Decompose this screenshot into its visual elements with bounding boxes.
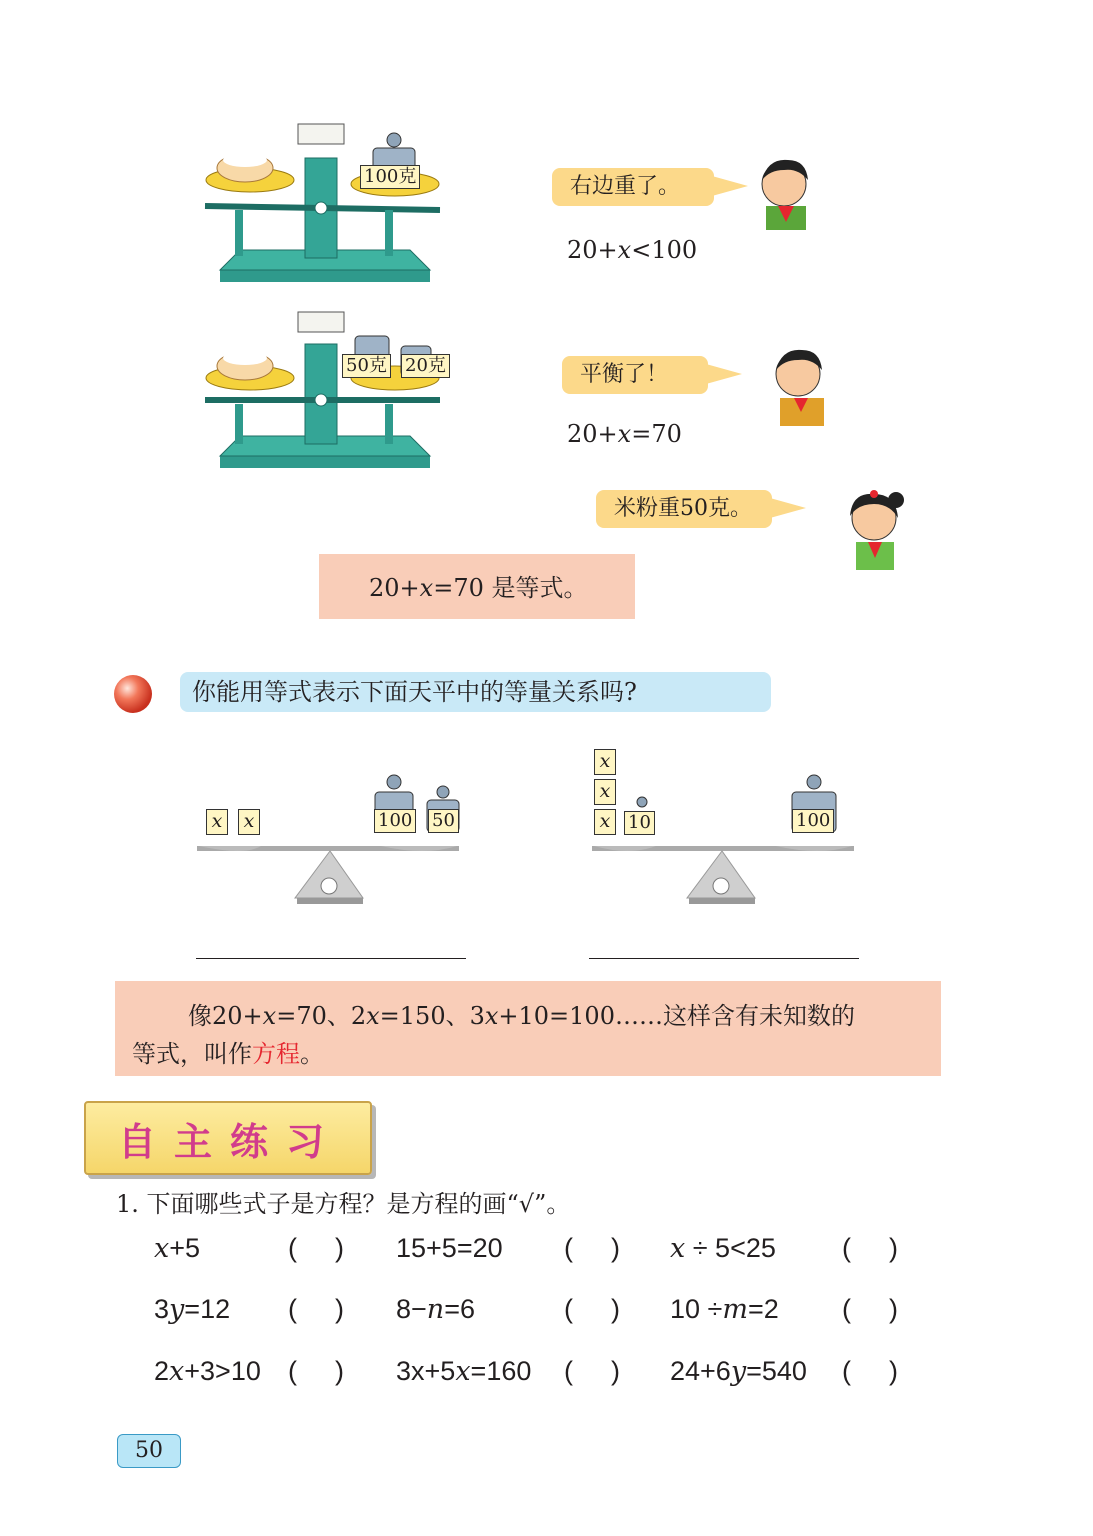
weight-label-100g: 100克 [360,165,420,189]
girl-character [824,482,910,572]
pan-balance-scale-1 [195,118,455,288]
definition-line-1: 像20+x=70、2x=150、3x+10=100……这样含有未知数的 [188,1002,855,1030]
boy-character-1 [738,150,824,230]
expression: 8−n=6 [396,1294,475,1325]
weight-label-50g: 50克 [342,354,391,378]
answer-line-right[interactable] [589,958,859,959]
expression: 2x+3>10 [154,1356,261,1387]
red-ball-icon [113,674,153,714]
weight-label-50: 50 [428,809,459,833]
seesaw-balance-right [590,770,858,910]
expression: 10 ÷m=2 [670,1294,779,1325]
answer-parentheses[interactable]: () [288,1294,382,1324]
speech-bubble-right-heavier: 右边重了。 [552,168,714,206]
seesaw-balance-left [195,770,463,910]
weight-label-100: 100 [792,809,834,833]
speech-bubble-rice-weight: 米粉重50克。 [596,490,772,528]
conclusion-text: 20+x=70 是等式。 [369,574,588,602]
expression: 3x+5x=160 [396,1356,532,1387]
expression: x+5 [154,1233,201,1264]
unknown-x-block: x [594,779,616,805]
answer-parentheses[interactable]: () [842,1294,936,1324]
definition-line-2: 等式，叫作方程。 [132,1040,324,1068]
answer-parentheses[interactable]: () [842,1233,936,1263]
section-title: 自主练习 [118,1120,343,1164]
answer-parentheses[interactable]: () [564,1294,658,1324]
unknown-x-block: x [594,749,616,775]
expression: 15+5=20 [396,1233,503,1263]
page-number: 50 [117,1434,181,1468]
expression: 3y=12 [154,1294,231,1325]
inequality-right-heavier: 20+x<100 [567,236,698,264]
pan-balance-scale-2 [195,308,455,478]
answer-parentheses[interactable]: () [842,1356,936,1386]
weight-label-10: 10 [624,811,655,835]
expression: 24+6y=540 [670,1356,807,1387]
term-equation: 方程 [252,1040,300,1068]
unknown-x-block: x [206,809,228,835]
equation-balanced: 20+x=70 [567,420,682,448]
unknown-x-block: x [238,809,260,835]
answer-parentheses[interactable]: () [288,1356,382,1386]
weight-label-20g: 20克 [401,354,450,378]
boy-character-2 [752,342,834,426]
answer-parentheses[interactable]: () [564,1233,658,1263]
speech-bubble-balanced: 平衡了！ [562,356,708,394]
answer-line-left[interactable] [196,958,466,959]
unknown-x-block: x [594,809,616,835]
expression: x ÷ 5<25 [670,1233,776,1264]
answer-parentheses[interactable]: () [564,1356,658,1386]
exercise-1-prompt: 1. 下面哪些式子是方程？是方程的画“√”。 [116,1190,571,1218]
weight-label-100: 100 [374,809,416,833]
answer-parentheses[interactable]: () [288,1233,382,1263]
question-prompt: 你能用等式表示下面天平中的等量关系吗? [180,672,771,712]
